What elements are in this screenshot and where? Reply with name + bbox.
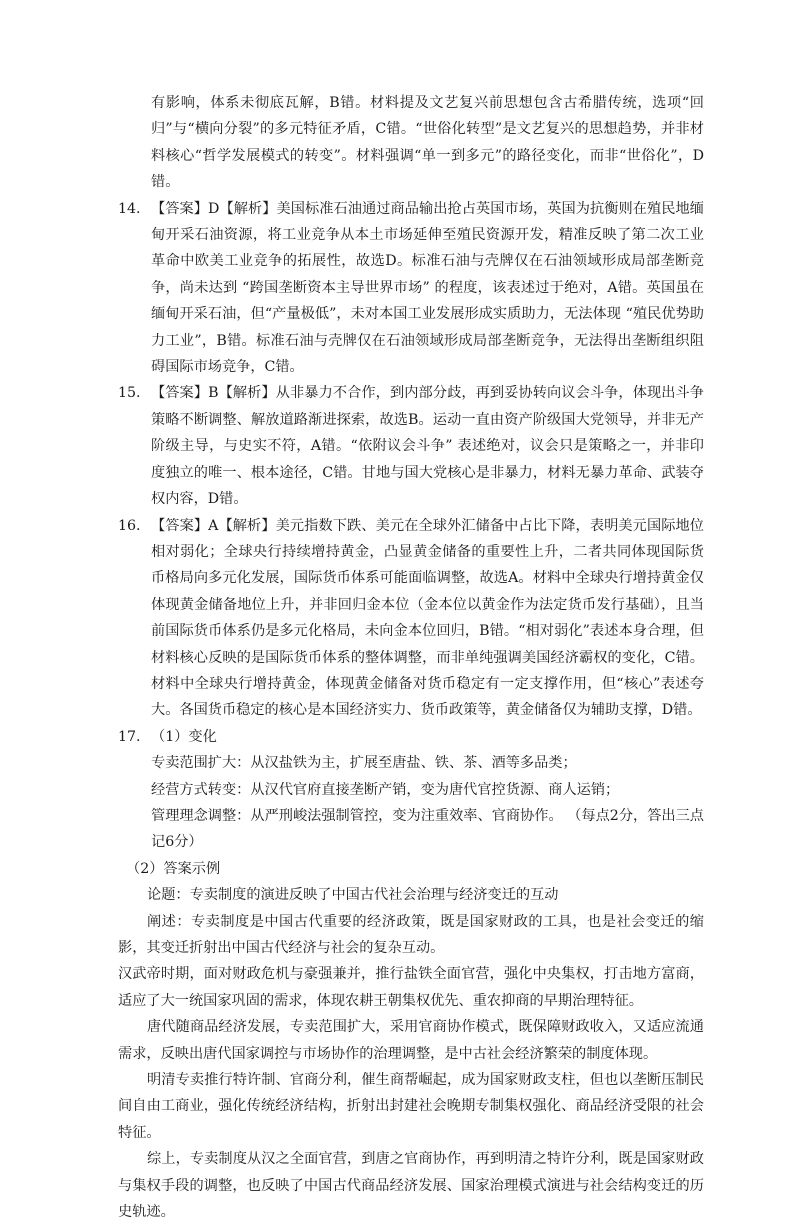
tang-dynasty-paragraph: 唐代随商品经济发展，专卖范围扩大，采用官商协作模式，既保障财政收入，又适应流通需求，反映出唐代国家调控与市场协作的治理调整，是中古社会经济繁荣的制度体现。 bbox=[118, 1019, 704, 1062]
question-17-answer bbox=[118, 724, 704, 750]
ming-qing-paragraph: 明清专卖推行特许制、官商分利，催生商帮崛起，成为国家财政支柱，但也以垄断压制民间自由工商业，强化传统经济结构，折射出封建社会晚期专制集权强化、商品经济受限的社会特征。 bbox=[118, 1072, 704, 1141]
summary-paragraph: 综上，专卖制度从汉之全面官营，到唐之官商协作，再到明清之特许分利，既是国家财政与集权手段的调整，也反映了中国古代商品经济发展、国家治理模式演进与社会结构变迁的历史轨迹。 bbox=[118, 1151, 704, 1221]
analysis-text: 【答案】B【解析】从非暴力不合作，到内部分歧，再到妥协转向议会斗争，体现出斗争策略不断调整、解放道路渐进探索，故选B。运动一直由资产阶级国大党领导，并非无产阶级主导，与史实不符，A错。“依附议会斗争” 表述绝对，议会只是策略之一，并非印度独立的唯一、根本途径，C错。甘地与国大党核心是非暴力，材料无暴力革命、武装夺权内容，D错。 bbox=[151, 385, 704, 508]
question-15-answer bbox=[118, 380, 704, 512]
q13-continuation: 有影响，体系未彻底瓦解，B错。材料提及文艺复兴前思想包含古希腊传统，选项“回归”与“横向分裂”的多元特征矛盾，C错。“世俗化转型”是文艺复兴的思想趋势，并非材料核心“哲学发展模式的转变”。材料强调“单一到多元”的路径变化，而非“世俗化”，D错。 bbox=[151, 95, 704, 191]
part-2-heading: （2）答案示例 bbox=[126, 860, 221, 877]
question-16-answer bbox=[118, 513, 704, 724]
question-14-answer bbox=[118, 196, 704, 381]
thesis: 论题：专卖制度的演进反映了中国古代社会治理与经济变迁的互动 bbox=[147, 887, 559, 904]
analysis-text: 【答案】A【解析】美元指数下跌、美元在全球外汇储备中占比下降，表明美元国际地位相对弱化；全球央行持续增持黄金，凸显黄金储备的重要性上升，二者共同体现国际货币格局向多元化发展，国际货币体系可能面临调整，故选A。材料中全球央行增持黄金仅体现黄金储备地位上升，并非回归金本位（金本位以黄金作为法定货币发行基础），且当前国际货币体系仍是多元化格局，未向金本位回归，B错。“相对弱化”表述本身合理，但材料核心反映的是国际货币体系的整体调整，而非单纯强调美国经济霸权的变化，C错。材料中全球央行增持黄金，体现黄金储备对货币稳定有一定支撑作用，但“核心”表述夸大。各国货币稳定的核心是本国经济实力、货币政策等，黄金储备仅为辅助支撑，D错。 bbox=[151, 517, 704, 719]
han-dynasty-paragraph: 汉武帝时期，面对财政危机与豪强兼并，推行盐铁全面官营，强化中央集权，打击地方富商，适应了大一统国家巩固的需求，体现农耕王朝集权优先、重农抑商的早期治理特征。 bbox=[118, 966, 704, 1009]
question-number: 17. bbox=[118, 728, 141, 745]
change-operation: 经营方式转变：从汉代官府直接垄断产销，变为唐代官控货源、商人运销； bbox=[151, 781, 620, 798]
answer-analysis-content bbox=[118, 90, 704, 1225]
change-philosophy: 管理理念调整：从严刑峻法强制管控，变为注重效率、官商协作。 （每点2分，答出三点记6分） bbox=[151, 807, 704, 851]
question-number: 14. bbox=[118, 200, 141, 217]
analysis-text: 【答案】D【解析】美国标准石油通过商品输出抢占英国市场，英国为抗衡则在殖民地缅甸开采石油资源，将工业竞争从本土市场延伸至殖民资源开发，精准反映了第二次工业革命中欧美工业竞争的拓展性，故选D。标准石油与壳牌仅在石油领域形成局部垄断竞争，尚未达到 “跨国垄断资本主导世界市场” 的程度，该表述过于绝对，A错。英国虽在缅甸开采石油，但“产量极低”，未对本国工业发展形成实质助力，无法体现 “殖民优势助力工业”，B错。标准石油与壳牌仅在石油领域形成局部垄断竞争，无法得出垄断组织阻碍国际市场竞争，C错。 bbox=[151, 200, 704, 376]
explanation: 阐述：专卖制度是中国古代重要的经济政策，既是国家财政的工具，也是社会变迁的缩影，其变迁折射出中国古代经济与社会的复杂互动。 bbox=[118, 913, 704, 956]
question-number: 16. bbox=[118, 517, 141, 534]
part-1-heading: （1）变化 bbox=[151, 728, 217, 745]
change-scope: 专卖范围扩大：从汉盐铁为主，扩展至唐盐、铁、茶、酒等多品类； bbox=[151, 755, 577, 772]
question-number: 15. bbox=[118, 385, 141, 402]
